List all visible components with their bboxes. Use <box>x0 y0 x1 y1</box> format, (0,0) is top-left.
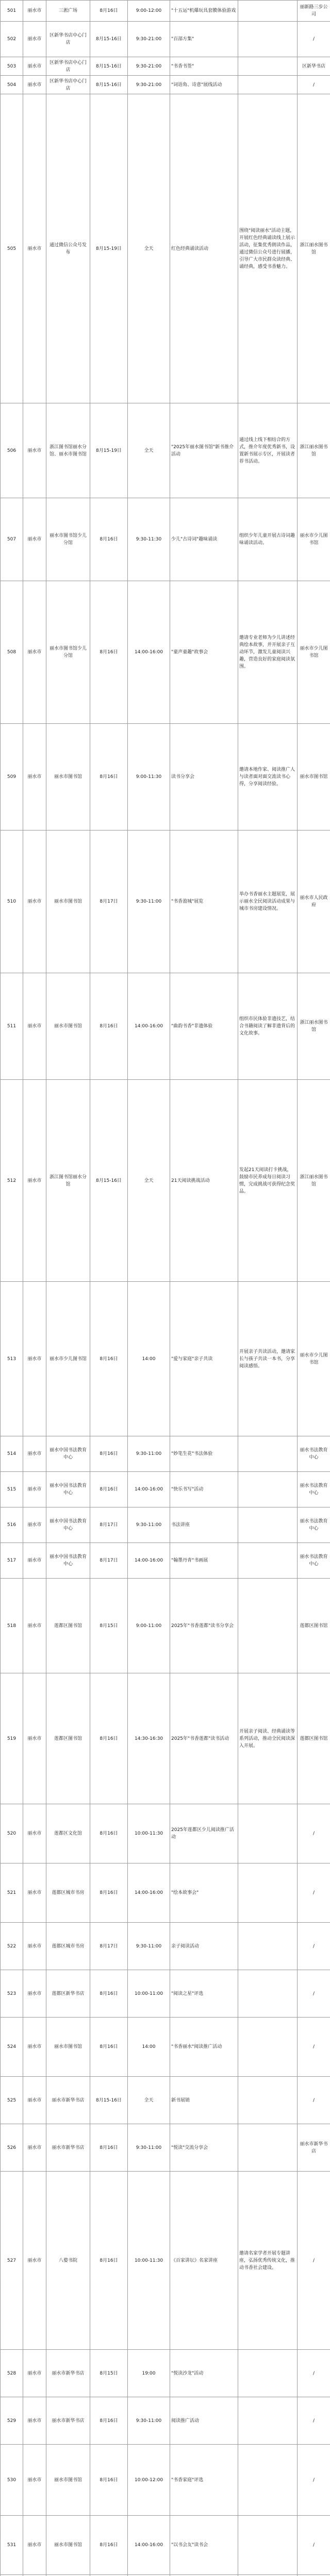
cell-content: 举办书香丽水主题展览，展示丽水全民阅读活动成果与城市书房建设情况。 <box>238 831 298 973</box>
cell-no: 512 <box>1 1080 23 1282</box>
cell-area: 丽水市 <box>23 22 46 57</box>
cell-content: 开展亲子阅读、经典诵读等系列活动，推动全民阅读深入开展。 <box>238 1673 298 1804</box>
cell-venue: 区新华书店中心门店 <box>46 76 90 94</box>
cell-no: 502 <box>1 22 23 57</box>
cell-venue: 丽水中国书法教育中心 <box>46 1543 90 1579</box>
cell-venue: 莲都区新华书店 <box>46 1970 90 2018</box>
cell-contact: 丽水市少儿图书馆 <box>298 581 330 724</box>
cell-content <box>238 2350 298 2397</box>
table-row <box>1 22 330 57</box>
cell-name: "妙笔生花"书法体验 <box>170 1436 238 1472</box>
cell-area: 丽水市 <box>23 831 46 973</box>
cell-date: 8月15-16日 <box>90 76 128 94</box>
cell-time: 9:00-12:00 <box>128 1 170 22</box>
cell-area: 丽水市 <box>23 1 46 22</box>
cell-date: 8月15-19日 <box>90 403 128 498</box>
cell-area: 丽水市 <box>23 2077 46 2124</box>
cell-contact: 丽水市少儿图书馆 <box>298 1282 330 1436</box>
cell-date: 8月16日 <box>90 1436 128 1472</box>
cell-venue: 丽水市新华书店 <box>46 2350 90 2397</box>
cell-contact: 浙江丽水图书馆 <box>298 1080 330 1282</box>
cell-content <box>238 2397 298 2445</box>
cell-no: 513 <box>1 1282 23 1436</box>
cell-date: 8月16日 <box>90 1863 128 1923</box>
cell-time: 9:30-11:00 <box>128 1436 170 1472</box>
table-row <box>1 2077 330 2124</box>
cell-contact: / <box>298 2516 330 2575</box>
cell-date: 8月16日 <box>90 2397 128 2445</box>
cell-contact: 丽水书法教育中心 <box>298 1472 330 1507</box>
cell-name: "悦读沙龙"活动 <box>170 2350 238 2397</box>
cell-content: 邀请名家学者开展专题讲座，弘扬优秀传统文化，推动书香社会建设。 <box>238 2172 298 2350</box>
cell-contact: 浙江丽水图书馆 <box>298 973 330 1080</box>
cell-contact: 丽水市人民政府 <box>298 831 330 973</box>
cell-venue: 丽水市少儿图书馆 <box>46 1282 90 1436</box>
cell-venue: 丽水市新华书店 <box>46 2124 90 2172</box>
cell-time: 全天 <box>128 1080 170 1282</box>
cell-date: 8月15-19日 <box>90 94 128 403</box>
cell-no: 505 <box>1 94 23 403</box>
cell-time: 9:30-11:30 <box>128 498 170 581</box>
table-row <box>1 1673 330 1804</box>
cell-venue: 区新华书店中心门店 <box>46 22 90 57</box>
cell-time: 14:00-16:00 <box>128 2516 170 2575</box>
cell-venue: 丽水市图书馆 <box>46 2018 90 2077</box>
cell-contact: 丽水市新华书店 <box>298 2124 330 2172</box>
cell-content <box>238 1436 298 1472</box>
cell-content: 发起21天阅读打卡挑战，鼓励市民养成每日阅读习惯，完成挑战可获得纪念奖品。 <box>238 1080 298 1282</box>
cell-area: 丽水市 <box>23 1863 46 1923</box>
cell-time: 10:00-12:00 <box>128 2445 170 2516</box>
cell-area: 丽水市 <box>23 1282 46 1436</box>
cell-venue: 莲都区文化馆 <box>46 1804 90 1863</box>
cell-date: 8月16日 <box>90 581 128 724</box>
cell-name: 读书分享会 <box>170 724 238 831</box>
cell-content <box>238 22 298 57</box>
cell-date: 8月17日 <box>90 1543 128 1579</box>
cell-content: 通过线上线下相结合的方式，推介年度优秀新书，设置新书展示专区，开展读者荐书活动。 <box>238 403 298 498</box>
cell-no: 528 <box>1 2350 23 2397</box>
cell-contact: 浙江丽水图书馆 <box>298 403 330 498</box>
cell-content <box>238 2077 298 2124</box>
table-row <box>1 724 330 831</box>
cell-name: "悦读"交流分享会 <box>170 2124 238 2172</box>
cell-area: 丽水市 <box>23 1472 46 1507</box>
cell-no: 517 <box>1 1543 23 1579</box>
cell-time: 9:30-11:00 <box>128 1923 170 1970</box>
cell-area: 丽水市 <box>23 1804 46 1863</box>
cell-area: 丽水市 <box>23 973 46 1080</box>
cell-time: 10:00-11:30 <box>128 1804 170 1863</box>
cell-content <box>238 1970 298 2018</box>
table-row <box>1 1579 330 1673</box>
cell-name: 21天阅读挑战活动 <box>170 1080 238 1282</box>
cell-contact: / <box>298 2077 330 2124</box>
cell-no: 507 <box>1 498 23 581</box>
cell-name: "绘本故事会" <box>170 1863 238 1923</box>
cell-venue: 丽水市新华书店 <box>46 2397 90 2445</box>
cell-time: 10:00-11:00 <box>128 1970 170 2018</box>
cell-venue: 浙江图书馆丽水分馆 <box>46 1080 90 1282</box>
table-row <box>1 1863 330 1923</box>
cell-area: 丽水市 <box>23 2445 46 2516</box>
cell-venue: 丽水市新华书店 <box>46 2077 90 2124</box>
cell-area: 丽水市 <box>23 2124 46 2172</box>
cell-venue: 区新华书店中心门店 <box>46 57 90 76</box>
table-row <box>1 2124 330 2172</box>
cell-content <box>238 1543 298 1579</box>
cell-content <box>238 2445 298 2516</box>
cell-venue: 三淞广场 <box>46 1 90 22</box>
cell-date: 8月17日 <box>90 1507 128 1543</box>
cell-contact: / <box>298 22 330 57</box>
table-row <box>1 1970 330 2018</box>
cell-venue: 丽水市图书馆 <box>46 831 90 973</box>
table-row <box>1 1923 330 1970</box>
cell-date: 8月16日 <box>90 1472 128 1507</box>
cell-content <box>238 2124 298 2172</box>
cell-name: "童声童趣"故事会 <box>170 581 238 724</box>
cell-no: 531 <box>1 2516 23 2575</box>
cell-no: 522 <box>1 1923 23 1970</box>
cell-name: 书法讲座 <box>170 1507 238 1543</box>
table-row <box>1 403 330 498</box>
cell-area: 丽水市 <box>23 2172 46 2350</box>
cell-time: 9:30-21:00 <box>128 76 170 94</box>
cell-no: 515 <box>1 1472 23 1507</box>
cell-venue: 莲都区图书馆 <box>46 1579 90 1673</box>
table-row <box>1 1436 330 1472</box>
cell-venue: 丽水市图书馆 <box>46 2445 90 2516</box>
table-row <box>1 94 330 403</box>
cell-area: 丽水市 <box>23 1579 46 1673</box>
cell-time: 14:00 <box>128 2018 170 2077</box>
cell-time: 9:30-21:00 <box>128 22 170 57</box>
table-row <box>1 973 330 1080</box>
cell-name: 阅读推广活动 <box>170 2397 238 2445</box>
cell-time: 9:00-11:00 <box>128 1579 170 1673</box>
cell-date: 8月17日 <box>90 1923 128 1970</box>
cell-name: 红色经典诵读活动 <box>170 94 238 403</box>
cell-no: 521 <box>1 1863 23 1923</box>
cell-venue: 丽水市图书馆少儿分馆 <box>46 581 90 724</box>
cell-no: 504 <box>1 76 23 94</box>
cell-name: "书香书签" <box>170 57 238 76</box>
table-row <box>1 831 330 973</box>
cell-content <box>238 1863 298 1923</box>
cell-time: 10:00-11:30 <box>128 2172 170 2350</box>
cell-contact: / <box>298 1863 330 1923</box>
cell-date: 8月16日 <box>90 724 128 831</box>
table-row <box>1 1472 330 1507</box>
cell-no: 527 <box>1 2172 23 2350</box>
cell-date: 8月16日 <box>90 2124 128 2172</box>
cell-contact: / <box>298 2350 330 2397</box>
cell-content <box>238 1507 298 1543</box>
cell-date: 8月16日 <box>90 1 128 22</box>
cell-contact: 莲都区图书馆 <box>298 1579 330 1673</box>
cell-content <box>238 1472 298 1507</box>
cell-date: 8月16日 <box>90 2172 128 2350</box>
cell-area: 丽水市 <box>23 1923 46 1970</box>
cell-contact: / <box>298 2397 330 2445</box>
cell-no: 529 <box>1 2397 23 2445</box>
cell-venue: 丽水市图书馆 <box>46 724 90 831</box>
cell-content: 围绕"阅读丽水"活动主题，开展红色经典诵读线上展示活动，征集优秀朗读作品，通过微信公众号进行展播，引导广大市民群众读经典、诵经典，感受书香魅力。 <box>238 94 298 403</box>
table-row <box>1 581 330 724</box>
table-row <box>1 2516 330 2575</box>
cell-name: "曲韵书香"非遗体验 <box>170 973 238 1080</box>
cell-contact: 浙江丽水图书馆 <box>298 94 330 403</box>
cell-time: 19:00 <box>128 2350 170 2397</box>
cell-no: 526 <box>1 2124 23 2172</box>
cell-content <box>238 1804 298 1863</box>
cell-area: 丽水市 <box>23 2350 46 2397</box>
cell-venue: 莲都区城市书房 <box>46 1923 90 1970</box>
cell-area: 丽水市 <box>23 76 46 94</box>
cell-area: 丽水市 <box>23 1080 46 1282</box>
cell-no: 518 <box>1 1579 23 1673</box>
table-row <box>1 1543 330 1579</box>
cell-no: 525 <box>1 2077 23 2124</box>
cell-contact: 丽新路三步公司 <box>298 1 330 22</box>
cell-time: 全天 <box>128 2077 170 2124</box>
cell-date: 8月16日 <box>90 1970 128 2018</box>
cell-no: 514 <box>1 1436 23 1472</box>
cell-date: 8月15-16日 <box>90 2077 128 2124</box>
cell-area: 丽水市 <box>23 1436 46 1472</box>
cell-contact: / <box>298 1923 330 1970</box>
cell-no: 520 <box>1 1804 23 1863</box>
cell-no: 503 <box>1 57 23 76</box>
cell-time: 14:00-16:00 <box>128 1863 170 1923</box>
cell-area: 丽水市 <box>23 581 46 724</box>
cell-content: 邀请专业老师为少儿讲述经典绘本故事，并开展亲子互动环节，激发儿童阅读兴趣，营造良好的家庭阅读氛围。 <box>238 581 298 724</box>
table-row <box>1 57 330 76</box>
cell-date: 8月16日 <box>90 2445 128 2516</box>
cell-time: 14:30-16:30 <box>128 1673 170 1804</box>
cell-name: "以书会友"读书会 <box>170 2516 238 2575</box>
cell-contact: 丽水市少儿图书馆 <box>298 498 330 581</box>
cell-area: 丽水市 <box>23 1673 46 1804</box>
cell-name: "爱与家庭"亲子共读 <box>170 1282 238 1436</box>
cell-content <box>238 1579 298 1673</box>
cell-time: 9:30-11:00 <box>128 831 170 973</box>
cell-name: "翰墨丹青"书画展 <box>170 1543 238 1579</box>
cell-date: 8月16日 <box>90 1282 128 1436</box>
cell-contact: 丽水书法教育中心 <box>298 1436 330 1472</box>
cell-content: 组织少年儿童开展古诗词趣味诵读活动。 <box>238 498 298 581</box>
cell-contact: / <box>298 76 330 94</box>
cell-no: 524 <box>1 2018 23 2077</box>
cell-no: 519 <box>1 1673 23 1804</box>
cell-no: 530 <box>1 2445 23 2516</box>
cell-name: 2025年莲都区少儿阅读推广活动 <box>170 1804 238 1863</box>
cell-name: "十五运"机爆玩具套膜体验游戏 <box>170 1 238 22</box>
table-row <box>1 76 330 94</box>
cell-name: 2025年"书香莲都"读书活动 <box>170 1673 238 1804</box>
cell-area: 丽水市 <box>23 2018 46 2077</box>
cell-date: 8月16日 <box>90 498 128 581</box>
cell-venue: 通过微信公众号发布 <box>46 94 90 403</box>
cell-venue: 丽水中国书法教育中心 <box>46 1472 90 1507</box>
cell-time: 9:30-11:00 <box>128 2397 170 2445</box>
cell-no: 511 <box>1 973 23 1080</box>
cell-area: 丽水市 <box>23 94 46 403</box>
cell-time: 14:00-16:00 <box>128 581 170 724</box>
cell-name: "快乐书写"活动 <box>170 1472 238 1507</box>
cell-name: 2025年"书香莲都"读书分享会 <box>170 1579 238 1673</box>
cell-contact: / <box>298 1970 330 2018</box>
cell-name: 《百家讲坛》名家讲座 <box>170 2172 238 2350</box>
cell-name: "书香家庭"评选 <box>170 2445 238 2516</box>
cell-contact: / <box>298 1804 330 1863</box>
cell-area: 丽水市 <box>23 498 46 581</box>
cell-venue: 丽水市图书馆少儿分馆 <box>46 498 90 581</box>
cell-venue: 浙江图书馆丽水分馆、丽水市图书馆 <box>46 403 90 498</box>
cell-no: 506 <box>1 403 23 498</box>
cell-contact: 丽水市图书馆 <box>298 724 330 831</box>
cell-date: 8月16日 <box>90 973 128 1080</box>
cell-name: "书香盈城"展览 <box>170 831 238 973</box>
cell-area: 丽水市 <box>23 1543 46 1579</box>
cell-time: 9:30-11:00 <box>128 1507 170 1543</box>
cell-contact: / <box>298 2445 330 2516</box>
table-row <box>1 1507 330 1543</box>
cell-date: 8月16日 <box>90 2018 128 2077</box>
cell-area: 丽水市 <box>23 1507 46 1543</box>
cell-date: 8月17日 <box>90 831 128 973</box>
cell-contact: 区新华书店 <box>298 57 330 76</box>
cell-name: "词语角、诗意"展线活动 <box>170 76 238 94</box>
cell-venue: 八婺书院 <box>46 2172 90 2350</box>
cell-venue: 莲都区城市书房 <box>46 1863 90 1923</box>
table-row <box>1 2397 330 2445</box>
cell-date: 8月15-16日 <box>90 22 128 57</box>
cell-contact: / <box>298 2018 330 2077</box>
cell-content <box>238 2018 298 2077</box>
cell-contact: 丽水书法教育中心 <box>298 1507 330 1543</box>
cell-time: 9:00-11:30 <box>128 724 170 831</box>
cell-area: 丽水市 <box>23 403 46 498</box>
cell-area: 丽水市 <box>23 1970 46 2018</box>
cell-time: 全天 <box>128 94 170 403</box>
cell-venue: 丽水市图书馆 <box>46 2516 90 2575</box>
cell-content: 邀请本地作家、阅读推广人与读者面对面交流读书心得，分享阅读经验。 <box>238 724 298 831</box>
cell-venue: 丽水中国书法教育中心 <box>46 1507 90 1543</box>
table-row <box>1 1080 330 1282</box>
cell-no: 510 <box>1 831 23 973</box>
activity-table-body <box>1 1 330 2576</box>
cell-content <box>238 2516 298 2575</box>
cell-name: 少儿"古诗词"趣味诵读 <box>170 498 238 581</box>
cell-date: 8月15日 <box>90 2350 128 2397</box>
cell-no: 501 <box>1 1 23 22</box>
cell-time: 14:00-16:00 <box>128 1472 170 1507</box>
cell-time: 9:30-11:00 <box>128 2124 170 2172</box>
table-row <box>1 2018 330 2077</box>
cell-date: 8月16日 <box>90 1673 128 1804</box>
cell-content: 开展亲子共读活动，邀请家长与孩子共读一本书，分享阅读感悟。 <box>238 1282 298 1436</box>
cell-area: 丽水市 <box>23 2397 46 2445</box>
cell-no: 516 <box>1 1507 23 1543</box>
cell-content <box>238 1 298 22</box>
cell-content <box>238 76 298 94</box>
cell-content <box>238 57 298 76</box>
cell-no: 523 <box>1 1970 23 2018</box>
cell-contact: 丽水书法教育中心 <box>298 1543 330 1579</box>
table-row <box>1 2172 330 2350</box>
table-row <box>1 2445 330 2516</box>
table-row <box>1 498 330 581</box>
cell-area: 丽水市 <box>23 724 46 831</box>
cell-time: 9:30-21:00 <box>128 57 170 76</box>
cell-name: 新书展销 <box>170 2077 238 2124</box>
cell-time: 14:00-16:00 <box>128 1543 170 1579</box>
table-row <box>1 1 330 22</box>
cell-area: 丽水市 <box>23 2516 46 2575</box>
table-row <box>1 1282 330 1436</box>
cell-time: 14:00 <box>128 1282 170 1436</box>
cell-date: 8月16日 <box>90 1804 128 1863</box>
cell-date: 8月15-16日 <box>90 1080 128 1282</box>
cell-name: "书香丽水"阅读推广活动 <box>170 2018 238 2077</box>
cell-date: 8月15-16日 <box>90 57 128 76</box>
cell-date: 8月15日 <box>90 1579 128 1673</box>
cell-content: 组织市民体验非遗技艺，结合书籍阅读了解非遗背后的文化故事。 <box>238 973 298 1080</box>
cell-name: "阅读之星"评选 <box>170 1970 238 2018</box>
cell-contact: 莲都区图书馆 <box>298 1673 330 1804</box>
table-row <box>1 2350 330 2397</box>
cell-venue: 丽水中国书法教育中心 <box>46 1436 90 1472</box>
cell-venue: 莲都区图书馆 <box>46 1673 90 1804</box>
cell-content <box>238 1923 298 1970</box>
cell-no: 509 <box>1 724 23 831</box>
table-row <box>1 1804 330 1863</box>
cell-time: 全天 <box>128 403 170 498</box>
cell-name: "百部方集" <box>170 22 238 57</box>
cell-name: 亲子阅读活动 <box>170 1923 238 1970</box>
cell-date: 8月16日 <box>90 2516 128 2575</box>
cell-venue: 丽水市图书馆 <box>46 973 90 1080</box>
cell-area: 丽水市 <box>23 57 46 76</box>
cell-time: 14:00-16:00 <box>128 973 170 1080</box>
cell-no: 508 <box>1 581 23 724</box>
cell-contact: / <box>298 2172 330 2350</box>
cell-name: "2025年丽水图书馆"新书推介活动 <box>170 403 238 498</box>
